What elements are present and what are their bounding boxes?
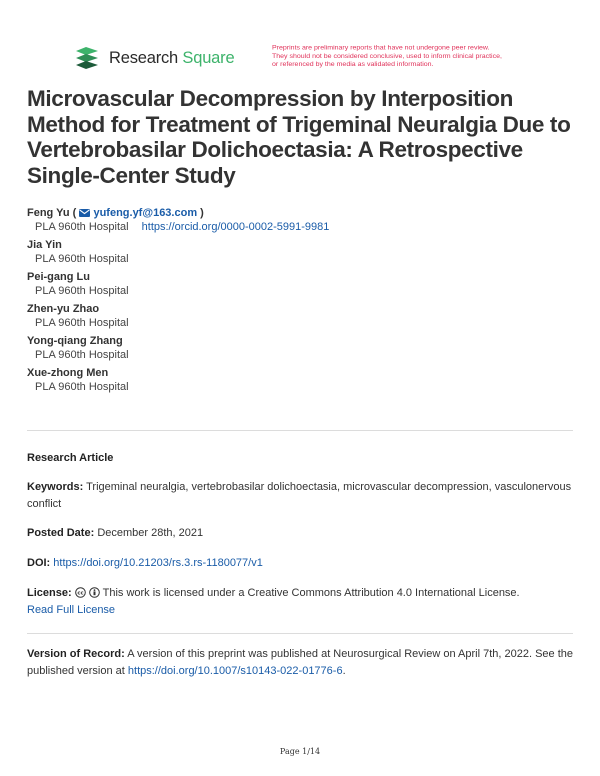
keywords-value: Trigeminal neuralgia, vertebrobasilar dolichoectasia, microvascular decompression, vasculonervous conflict [27,481,572,510]
author-list [27,206,567,398]
author-item [27,270,567,298]
doi-label: DOI: [27,557,51,569]
page-title: Microvascular Decompression by Interposition Method for Treatment of Trigeminal Neuralgia Due to Vertebrobasilar Dolichoectasia: A Retrospective Single-Center Study [27,86,571,188]
author-name: Yong-qiang Zhang [27,335,123,347]
creative-commons-icon [75,587,86,598]
author-affiliation: PLA 960th Hospital [35,253,129,265]
version-of-record: Version of Record: A version of this preprint was published at Neurosurgical Review on April 7th, 2022. See the published version at https://doi.org/10.1007/s10143-022-01776-6. [27,648,574,677]
email-icon [79,209,90,217]
author-affiliation: PLA 960th Hospital [35,381,129,393]
keywords-label: Keywords: [27,481,84,493]
page-number: Page 1/14 [279,747,321,756]
author-item [27,238,567,266]
version-of-record-label: Version of Record: [27,648,125,660]
author-item [27,302,567,330]
license-text: This work is licensed under a Creative Commons Attribution 4.0 International License. [102,587,520,599]
section-divider [27,430,573,431]
preprint-disclaimer: Preprints are preliminary reports that have not undergone peer review. They should not be considered conclusive, used to inform clinical practice, or referenced by the media as validated information. [272,44,502,68]
author-affiliation: PLA 960th Hospital [35,317,129,329]
license [27,585,577,619]
brand-name: Research Square [109,48,235,67]
section-divider [27,633,573,634]
author-item: Feng Yu ( yufeng.yf@163.com ) PLA 960th Hospital https://orcid.org/0000-0002-5991-9981 [27,207,330,233]
keywords [27,479,577,513]
read-full-license-link[interactable]: Read Full License [27,604,116,616]
doi-link[interactable]: https://doi.org/10.21203/rs.3.rs-1180077/v1 [53,557,263,569]
author-item [27,334,567,362]
author-name: Zhen-yu Zhao [27,303,100,315]
license-label: License: [27,587,72,599]
version-of-record-text: A version of this preprint was published at Neurosurgical Review on April 7th, 2022. See the published version at [27,648,574,677]
posted-date-value: December 28th, 2021 [97,527,204,539]
doi [27,555,577,572]
attribution-icon [89,587,100,598]
article-type: Research Article [27,452,114,464]
author-item [27,366,567,394]
research-square-logo[interactable] [74,47,234,69]
author-affiliation: PLA 960th Hospital [35,221,129,233]
author-name: Feng Yu [27,207,70,219]
orcid-link[interactable]: https://orcid.org/0000-0002-5991-9981 [141,221,330,233]
author-affiliation: PLA 960th Hospital [35,349,129,361]
published-version-link[interactable]: https://doi.org/10.1007/s10143-022-01776-6 [127,665,343,677]
svg-text:cc: cc [77,590,84,597]
posted-date [27,525,577,542]
author-name: Xue-zhong Men [27,367,109,379]
author-name: Pei-gang Lu [27,271,90,283]
posted-date-label: Posted Date: [27,527,95,539]
research-square-logo-icon [74,47,100,69]
author-name: Jia Yin [27,239,62,251]
author-email-link[interactable]: yufeng.yf@163.com [93,207,198,219]
author-affiliation: PLA 960th Hospital [35,285,129,297]
